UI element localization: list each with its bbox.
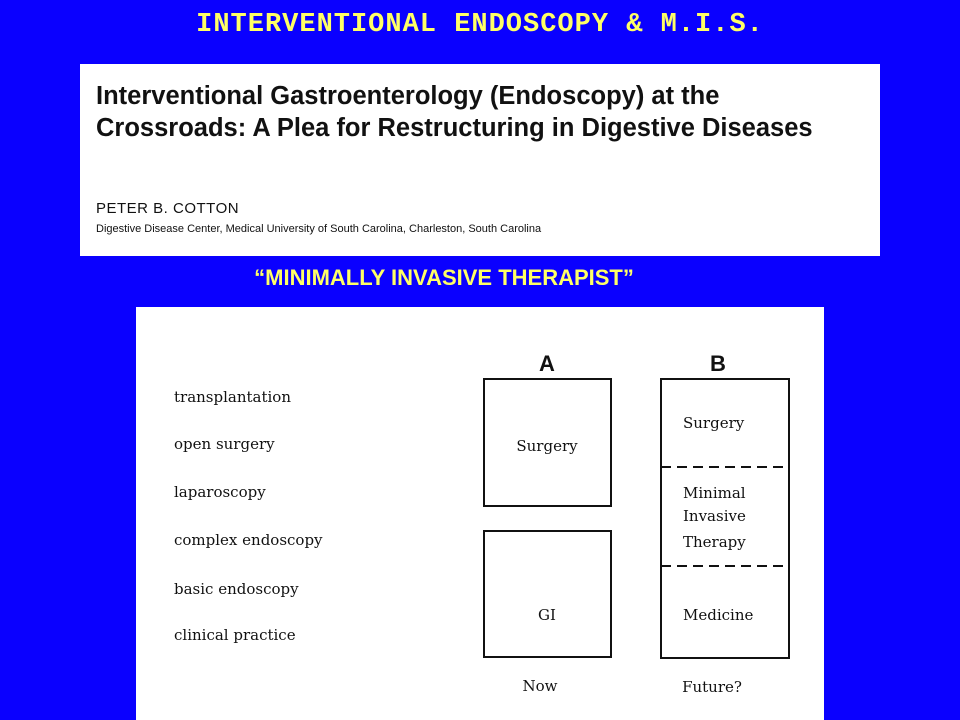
column-b-surgery-label: Surgery [683, 414, 745, 432]
level-label-transplantation: transplantation [174, 388, 291, 406]
column-a-gi-box [484, 531, 611, 657]
column-b-heading: B [710, 351, 726, 376]
level-label-basic-endoscopy: basic endoscopy [174, 580, 299, 598]
column-b-medicine-label: Medicine [683, 606, 754, 624]
level-label-clinical-practice: clinical practice [174, 626, 296, 644]
column-a-heading: A [539, 351, 555, 376]
paper-affiliation: Digestive Disease Center, Medical University of South Carolina, Charleston, South Carolina [96, 223, 542, 235]
column-a-footer: Now [522, 677, 558, 695]
paper-header [80, 64, 880, 256]
paper-title [96, 80, 813, 144]
level-label-open-surgery: open surgery [174, 435, 275, 453]
column-a-surgery-label: Surgery [516, 437, 578, 455]
diagram-figure [136, 307, 824, 720]
level-label-laparoscopy: laparoscopy [174, 483, 266, 501]
slide-subtitle: “MINIMALLY INVASIVE THERAPIST” [254, 265, 634, 290]
paper-author: PETER B. COTTON [96, 200, 240, 217]
paper-title-line-1: Interventional Gastroenterology (Endoscopy) at the [96, 82, 720, 110]
column-b-mit-line-1: Minimal [683, 484, 746, 502]
paper-title-line-2: Crossroads: A Plea for Restructuring in Digestive Diseases [96, 114, 813, 142]
slide-title: INTERVENTIONAL ENDOSCOPY & M.I.S. [196, 10, 764, 40]
column-a-gi-label: GI [538, 606, 556, 624]
column-b-footer: Future? [682, 678, 742, 696]
level-label-complex-endoscopy: complex endoscopy [174, 531, 323, 549]
column-b-mit-line-3: Therapy [683, 533, 746, 551]
column-b-mit-line-2: Invasive [683, 507, 746, 525]
diagram-svg [136, 307, 824, 720]
